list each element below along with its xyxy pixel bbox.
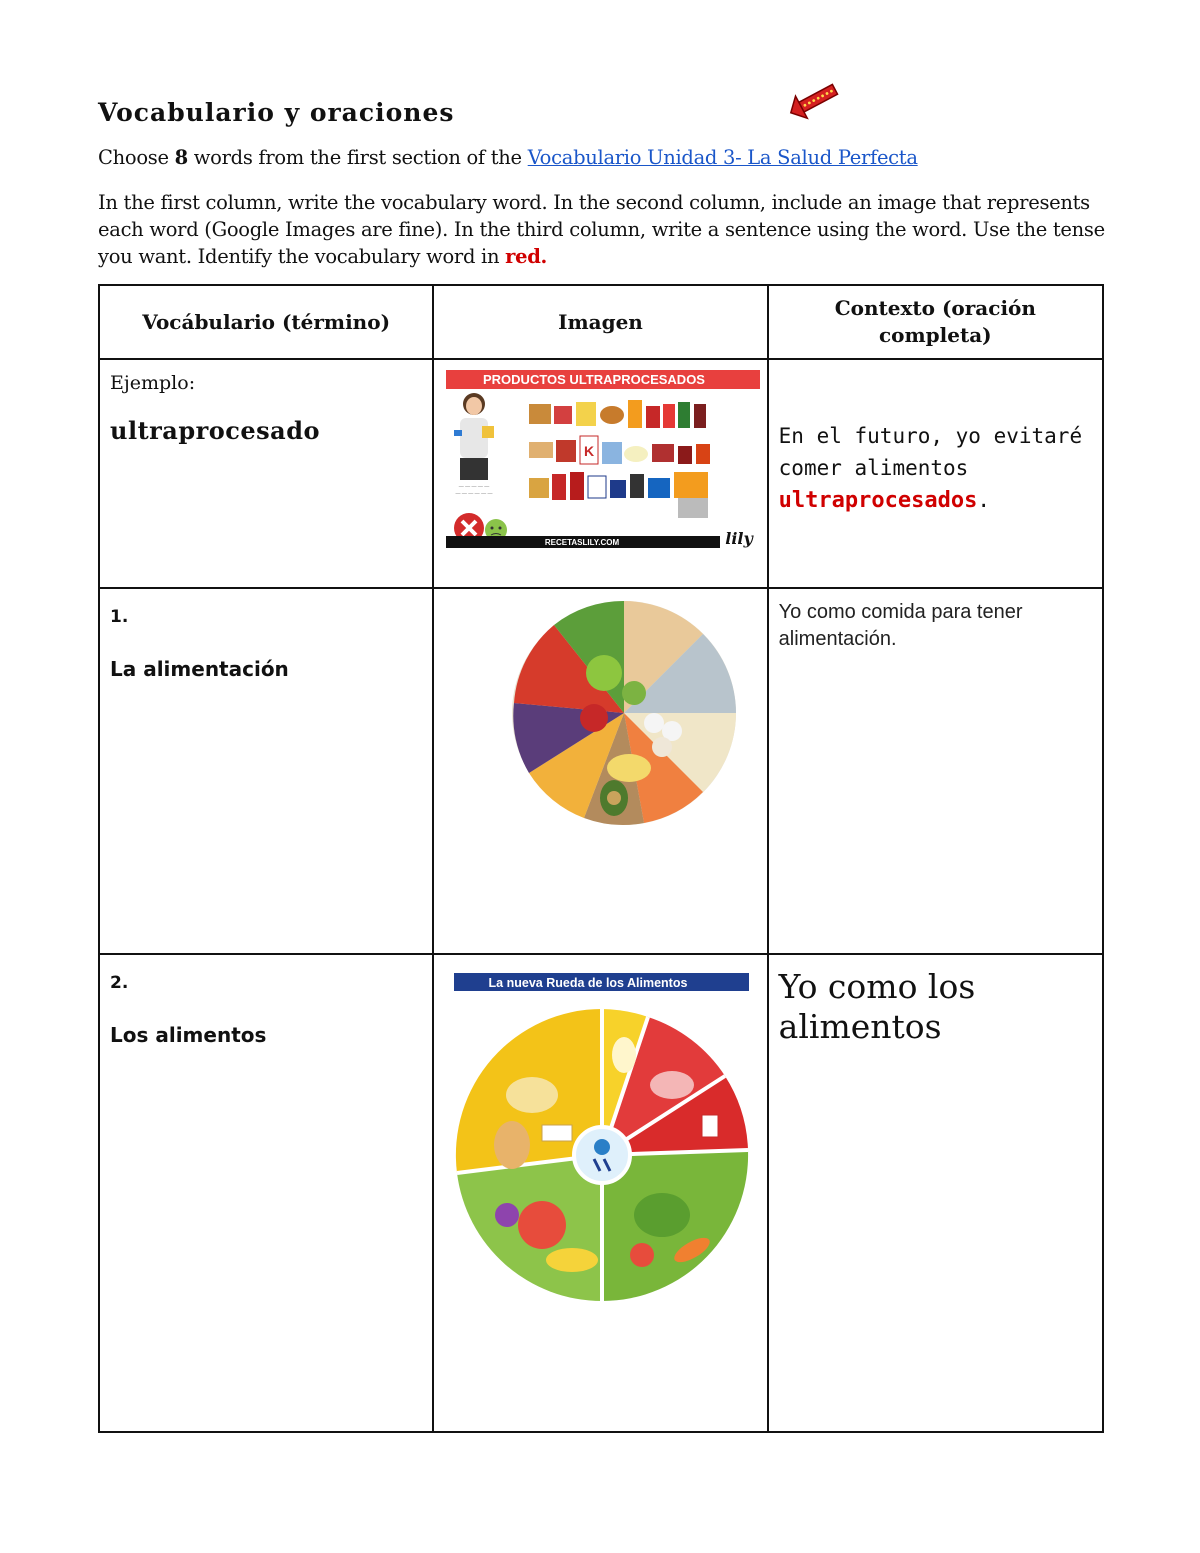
arrow-icon xyxy=(786,80,842,122)
image-cell-1[interactable] xyxy=(433,588,767,954)
vocab-sentence: Yo como los alimentos xyxy=(778,967,976,1046)
example-sentence-cell[interactable] xyxy=(768,359,1103,588)
choose-number: 8 xyxy=(174,146,188,169)
table-row xyxy=(99,588,1103,954)
choose-instruction xyxy=(98,144,1108,171)
choose-suffix: words from the first section of the xyxy=(187,146,528,169)
food-wheel-image xyxy=(434,955,767,1427)
example-term-cell[interactable] xyxy=(99,359,433,588)
vocabulary-doc-link[interactable]: Vocabulario Unidad 3- La Salud Perfecta xyxy=(527,146,918,169)
image-cell-2[interactable] xyxy=(433,954,767,1432)
row-number: 1. xyxy=(110,607,129,627)
column-instructions xyxy=(98,189,1108,270)
example-image-cell[interactable] xyxy=(433,359,767,588)
vocabulary-table xyxy=(98,284,1104,1433)
vocab-sentence: Yo como comida para tener alimentación. xyxy=(778,601,1023,650)
ultraprocessed-products-image xyxy=(434,360,767,583)
vocab-word: La alimentación xyxy=(110,657,289,681)
term-cell-1[interactable] xyxy=(99,588,433,954)
instructions-text: In the first column, write the vocabulary word. In the second column, include an image that represents each word (Google Images are fine). In the third column, write a sentence using the word. Use the tense you want. Identify the vocabulary word in xyxy=(98,191,1105,268)
term-cell-2[interactable] xyxy=(99,954,433,1432)
vocab-word: Los alimentos xyxy=(110,1023,267,1047)
sentence-cell-2[interactable] xyxy=(768,954,1103,1432)
image-banner-text: PRODUCTOS ULTRAPROCESADOS xyxy=(483,372,706,387)
example-word: ultraprocesado xyxy=(110,416,321,445)
example-sentence-red-word: ultraprocesados xyxy=(778,488,978,513)
row-number: 2. xyxy=(110,973,129,993)
page-title: Vocabulario y oraciones xyxy=(98,98,455,127)
header-contexto-label: Contexto (oración completa) xyxy=(834,296,1036,347)
example-sentence xyxy=(769,360,1102,517)
svg-text:— — — — — —: — — — — — — xyxy=(455,491,493,497)
food-circle-image xyxy=(434,589,767,949)
sentence-cell-1[interactable] xyxy=(768,588,1103,954)
header-imagen: Imagen xyxy=(433,285,767,359)
header-vocabulario: Vocábulario (término) xyxy=(99,285,433,359)
example-sentence-suffix: . xyxy=(977,488,990,512)
table-row xyxy=(99,954,1103,1432)
svg-text:— — — — —: — — — — — xyxy=(459,484,490,490)
instructions-red-word: red. xyxy=(505,245,548,268)
table-header-row xyxy=(99,285,1103,359)
example-label: Ejemplo: xyxy=(110,372,196,394)
image-footer-text: RECETASLILY.COM xyxy=(545,538,620,547)
svg-text:K: K xyxy=(584,443,595,459)
header-contexto xyxy=(768,285,1103,359)
example-sentence-prefix: En el futuro, yo evitaré comer alimentos xyxy=(778,424,1083,480)
table-row xyxy=(99,359,1103,588)
choose-prefix: Choose xyxy=(98,146,175,169)
wheel-banner-text: La nueva Rueda de los Alimentos xyxy=(488,976,688,990)
image-signature: lily xyxy=(725,529,754,548)
